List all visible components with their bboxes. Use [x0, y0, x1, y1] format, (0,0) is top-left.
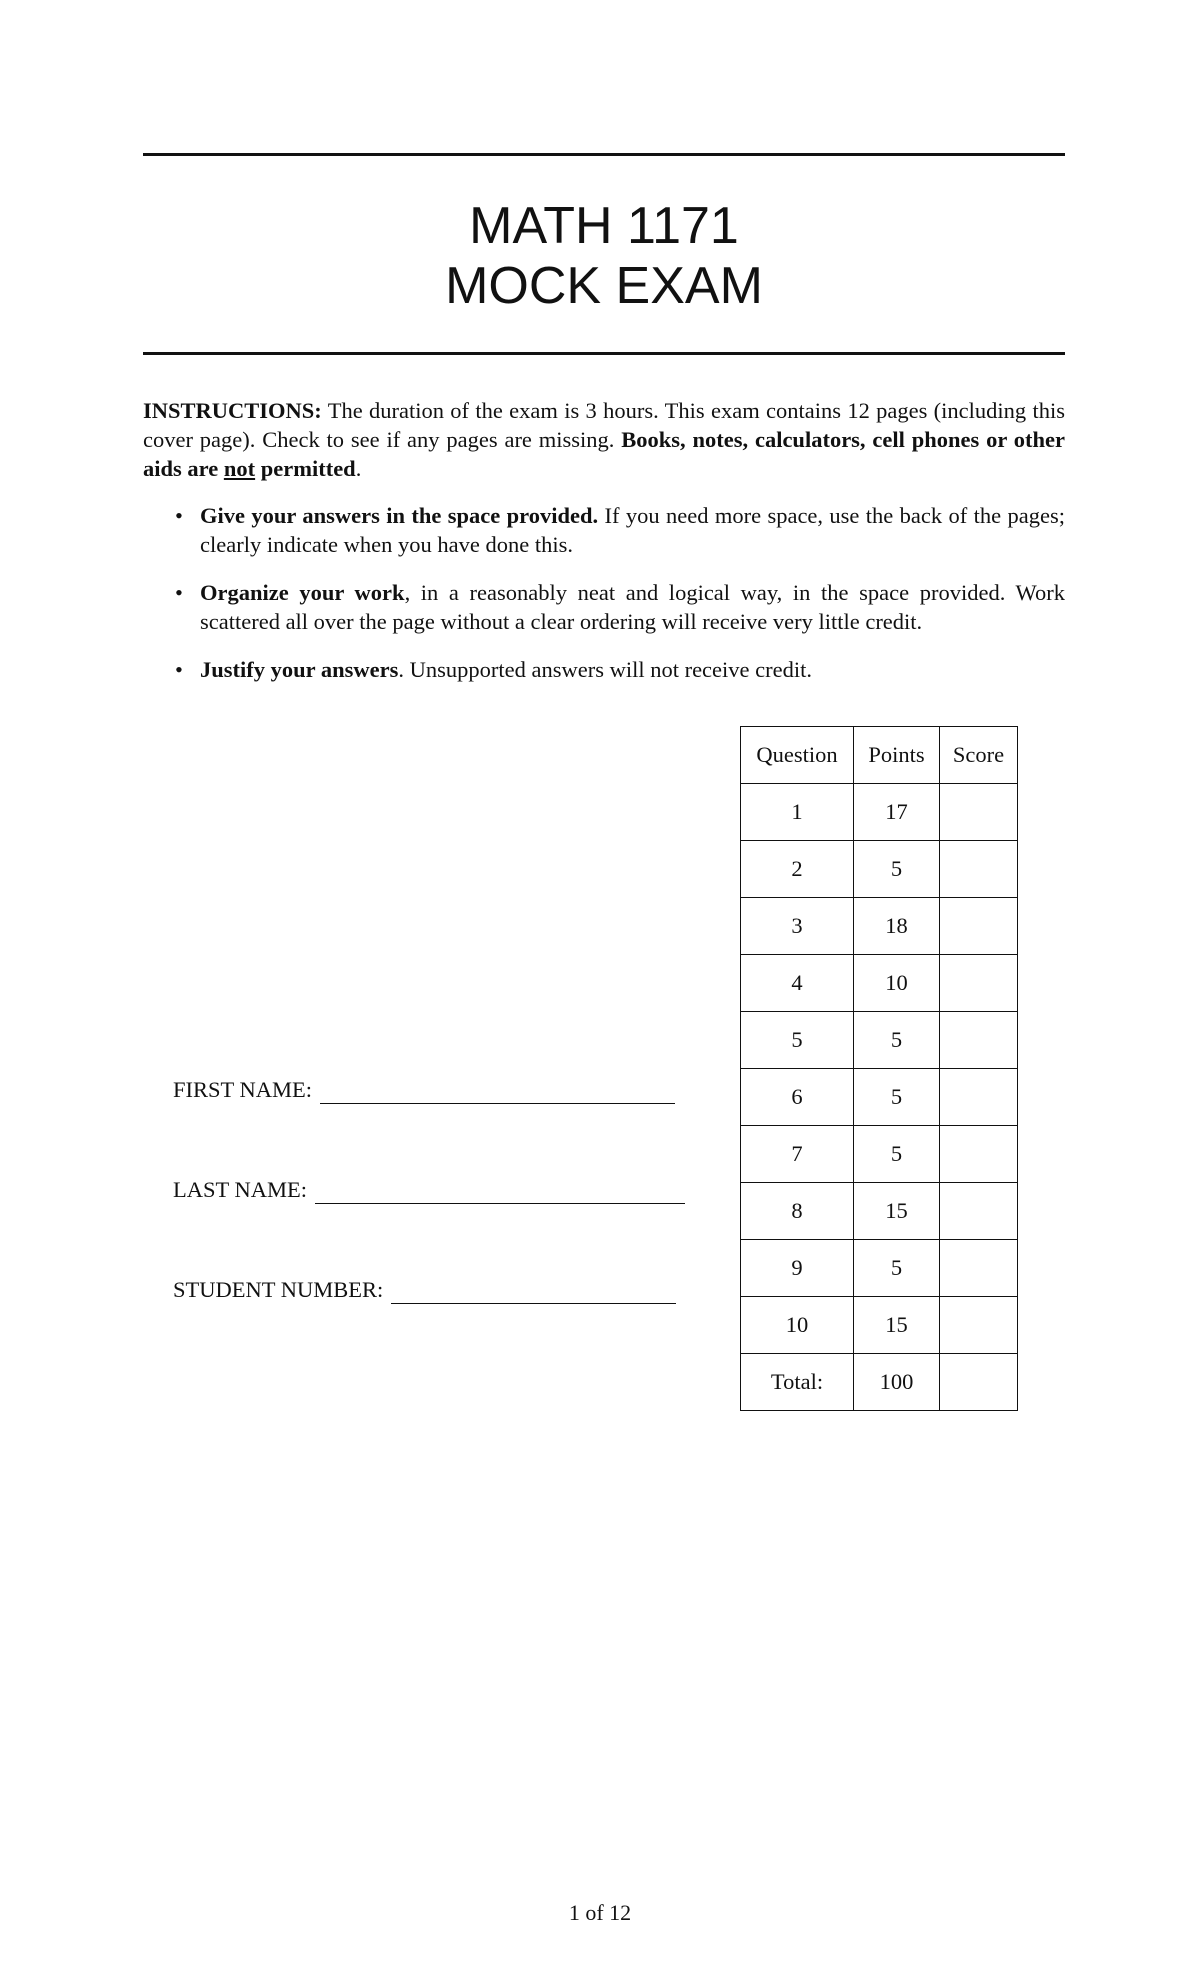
instructions-bold-end: permitted	[255, 456, 356, 481]
question-cell: 4	[741, 955, 854, 1012]
instructions-bold-text: Books, notes, calculators, cell phones or other aids are	[143, 427, 1065, 481]
page-title-exam: MOCK EXAM	[445, 257, 763, 315]
last-name-input-line[interactable]	[315, 1183, 685, 1204]
header-score: Score	[940, 727, 1018, 784]
points-cell: 17	[854, 784, 940, 841]
header-question: Question	[741, 727, 854, 784]
bullet-dot: •	[175, 580, 183, 605]
score-cell[interactable]	[940, 1012, 1018, 1069]
table-header-row	[741, 727, 1018, 784]
instructions-not: not	[223, 456, 256, 481]
bullet-text: . Unsupported answers will not receive credit.	[398, 657, 812, 682]
score-cell[interactable]	[940, 1183, 1018, 1240]
bullet-text: If you need more space, use the back of the pages; clearly indicate when you have done this.	[200, 503, 1065, 557]
score-cell[interactable]	[940, 898, 1018, 955]
instructions-text: The duration of the exam is 3 hours. This exam contains 12 pages (including this cover page). Check to see if any pages are missing.	[143, 398, 1065, 452]
table-row	[741, 1297, 1018, 1354]
bullet-dot: •	[175, 503, 183, 528]
points-cell: 5	[854, 1069, 940, 1126]
first-name-input-line[interactable]	[320, 1083, 675, 1104]
student-number-field	[173, 1275, 676, 1304]
bullet-bold: Give your answers in the space provided.	[200, 503, 599, 528]
points-cell: 5	[854, 1012, 940, 1069]
total-points-cell: 100	[854, 1354, 940, 1411]
question-cell: 10	[741, 1297, 854, 1354]
total-score-cell[interactable]	[940, 1354, 1018, 1411]
bullet-bold: Justify your answers	[200, 657, 399, 682]
question-cell: 2	[741, 841, 854, 898]
question-cell: 1	[741, 784, 854, 841]
question-cell: 3	[741, 898, 854, 955]
score-cell[interactable]	[940, 1240, 1018, 1297]
question-cell: 7	[741, 1126, 854, 1183]
points-cell: 15	[854, 1183, 940, 1240]
table-row	[741, 841, 1018, 898]
instructions-period: .	[355, 456, 362, 481]
table-total-row	[741, 1354, 1018, 1411]
table-row	[741, 1183, 1018, 1240]
total-label-cell: Total:	[741, 1354, 854, 1411]
table-row	[741, 784, 1018, 841]
question-cell: 9	[741, 1240, 854, 1297]
first-name-field	[173, 1075, 675, 1104]
score-cell[interactable]	[940, 1297, 1018, 1354]
last-name-field	[173, 1175, 685, 1204]
table-row	[741, 1069, 1018, 1126]
header-points: Points	[854, 727, 940, 784]
bullet-text: , in a reasonably neat and logical way, in the space provided. Work scattered all over the page without a clear ordering will receive very little credit.	[200, 580, 1065, 634]
bullet-give-answers	[175, 501, 1065, 559]
student-number-input-line[interactable]	[391, 1283, 676, 1304]
table-row	[741, 955, 1018, 1012]
score-cell[interactable]	[940, 841, 1018, 898]
table-row	[741, 1240, 1018, 1297]
score-cell[interactable]	[940, 955, 1018, 1012]
score-table	[740, 726, 1018, 1411]
last-name-label: LAST NAME:	[173, 1177, 307, 1202]
question-cell: 5	[741, 1012, 854, 1069]
bullet-bold: Organize your work	[200, 580, 405, 605]
table-row	[741, 898, 1018, 955]
top-rule	[143, 153, 1065, 156]
points-cell: 18	[854, 898, 940, 955]
points-cell: 5	[854, 841, 940, 898]
points-cell: 5	[854, 1126, 940, 1183]
bullet-justify	[175, 655, 1065, 684]
table-row	[741, 1012, 1018, 1069]
table-row	[741, 1126, 1018, 1183]
instructions-paragraph	[143, 396, 1065, 483]
bottom-rule	[143, 352, 1065, 355]
points-cell: 10	[854, 955, 940, 1012]
bullet-dot: •	[175, 657, 183, 682]
score-cell[interactable]	[940, 784, 1018, 841]
score-cell[interactable]	[940, 1126, 1018, 1183]
first-name-label: FIRST NAME:	[173, 1077, 312, 1102]
instructions-label: INSTRUCTIONS:	[143, 398, 322, 423]
points-cell: 5	[854, 1240, 940, 1297]
bullet-organize-work	[175, 578, 1065, 636]
question-cell: 8	[741, 1183, 854, 1240]
page-indicator: 1 of 12	[568, 1900, 632, 1925]
student-number-label: STUDENT NUMBER:	[173, 1277, 384, 1302]
question-cell: 6	[741, 1069, 854, 1126]
points-cell: 15	[854, 1297, 940, 1354]
score-cell[interactable]	[940, 1069, 1018, 1126]
page-title-course: MATH 1171	[469, 197, 739, 255]
